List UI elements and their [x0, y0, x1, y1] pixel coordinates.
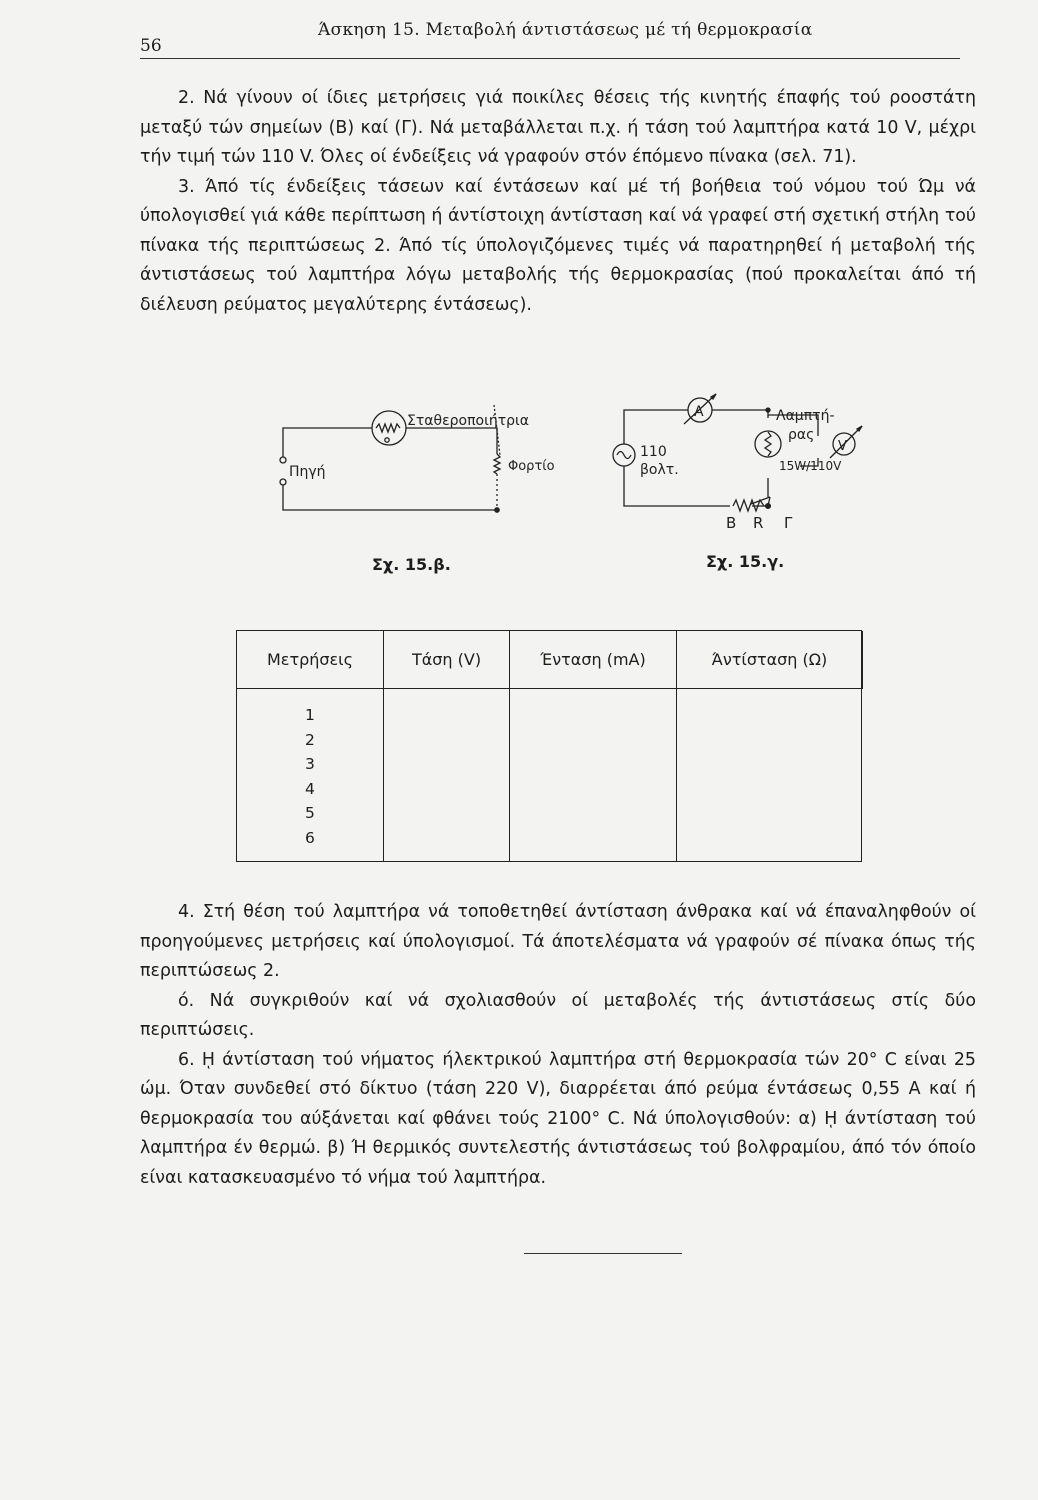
wire [283, 480, 498, 510]
table-row-number: 6 [305, 828, 315, 847]
paragraph-6: 6. ῌ άντίσταση τού νήματος ήλεκτρικού λαμπτήρα στή θερμοκρασία τών 20° C είναι 25 ώμ. Όταν συνδεθεί στό δίκτυο (τάση 220 V), διαρρέεται άπό ρεύμα έντάσεως 0,55 A καί ή θερμοκρασία του αύξάνεται καί φθάνει τούς 2100° C. Νά ύπολογισθούν: α) ῌ άντίσταση τού λαμπτήρα έν θερμώ. β) Ή θερμικός συντελεστής άντιστάσεως τού βολφραμίου, άπό τόν όποίο είναι κατασκευασμένο τό νήμα τού λαμπτήρα. [140, 1049, 976, 1188]
table-row-number: 1 [305, 706, 315, 724]
junction-dot [495, 508, 499, 512]
page-number: 56 [140, 36, 162, 56]
section-end-rule [524, 1253, 682, 1254]
load-label: Φορτίο [508, 459, 555, 474]
column-header-measurements: Μετρήσεις [237, 631, 384, 689]
voltage-cells [384, 689, 510, 861]
resistance-cells [677, 689, 863, 861]
table-row-number: 3 [305, 755, 315, 773]
point-b-label: B [726, 514, 737, 532]
lamp-label-line1: Λαμπτή- [776, 408, 835, 424]
table-row-number: 4 [305, 779, 315, 798]
column-header-voltage: Τάση (V) [384, 631, 510, 689]
resistor-icon [494, 454, 500, 474]
supply-value: 110 [640, 444, 667, 460]
point-g-label: Γ [784, 514, 793, 532]
supply-unit: βολτ. [640, 462, 679, 478]
voltmeter-symbol: V [838, 439, 847, 454]
sliding-contact-icon [751, 497, 770, 504]
running-header-title: Άσκηση 15. Μεταβολή άντιστάσεως μέ τή θερμοκρασία [318, 20, 813, 40]
terminal-icon [385, 438, 389, 442]
filament-icon [376, 424, 400, 432]
measurements-table [236, 630, 862, 862]
paragraph-4: 4. Στή θέση τού λαμπτήρα νά τοποθετηθεί άντίσταση άνθρακα καί νά έπαναληφθούν οί προηγούμενες μετρήσεις καί ύπολογισμοί. Τά άποτελέσματα νά γραφούν σέ πίνακα όπως τής περιπτώσεως 2. [140, 902, 976, 981]
measurement-index-column [237, 689, 384, 861]
current-cells [510, 689, 677, 861]
figure-15g-diagram [613, 394, 862, 532]
wire [406, 428, 497, 454]
figure-15b-caption: Σχ. 15.β. [372, 555, 451, 574]
paragraph-2: 2. Νά γίνουν οί ίδιες μετρήσεις γιά ποικίλες θέσεις τής κινητής έπαφής τού ροοστάτη μεταξύ τών σημείων (Β) καί (Γ). Νά μεταβάλλεται π.χ. ή τάση τού λαμπτήρα κατά 10 V, μέχρι τήν τιμή τών 110 V. Όλες οί ένδείξεις νά γραφούν στόν έπόμενο πίνακα (σελ. 71). [140, 88, 976, 167]
paragraph-5: ό. Νά συγκριθούν καί νά σχολιασθούν οί μεταβολές τής άντιστάσεως στίς δύο περιπτώσεις. [140, 990, 976, 1040]
terminal-icon [280, 457, 286, 463]
table-row-number: 5 [305, 804, 315, 822]
column-header-resistance: Άντίσταση (Ω) [677, 631, 863, 689]
filament-icon [765, 432, 771, 456]
lamp-label-line2: ρας [788, 427, 815, 443]
junction-dot [766, 408, 770, 412]
arrowhead-icon [711, 394, 716, 399]
terminal-icon [280, 479, 286, 485]
ammeter-symbol: A [694, 404, 704, 420]
ac-wave-icon [617, 452, 631, 459]
stabilizer-label: Σταθεροποιήτρια [407, 413, 529, 429]
column-header-current: Ένταση (mA) [510, 631, 677, 689]
lamp-rating: 15W/110V [779, 459, 842, 473]
lamp-icon [755, 431, 781, 457]
figure-15b-diagram [280, 405, 555, 512]
figure-15g-caption: Σχ. 15.γ. [706, 552, 785, 571]
paragraph-3: 3. Άπό τίς ένδείξεις τάσεων καί έντάσεων καί μέ τή βοήθεια τού νόμου τού Ώμ νά ύπολογισθεί γιά κάθε περίπτωση ή άντίστοιχη άντίσταση καί νά γραφεί στή σχετική στήλη τού πίνακα τής περιπτώσεως 2. Άπό τίς ύπολογιζόμενες τιμές νά παρατηρηθεί ή μεταβολή τής άντιστάσεως τού λαμπτήρα λόγω μεταβολής τής θερμοκρασίας (πού προκαλείται άπό τή διέλευση ρεύματος μεγαλύτερης έντάσεως). [140, 176, 976, 315]
source-label: Πηγή [289, 464, 326, 480]
junction-dot [766, 504, 771, 509]
wire [624, 410, 688, 444]
table-row-number: 2 [305, 730, 315, 749]
arrowhead-icon [857, 426, 862, 431]
wire [712, 410, 768, 418]
point-r-label: R [753, 514, 764, 532]
text-block-bottom [140, 898, 976, 1193]
wire [283, 428, 372, 457]
